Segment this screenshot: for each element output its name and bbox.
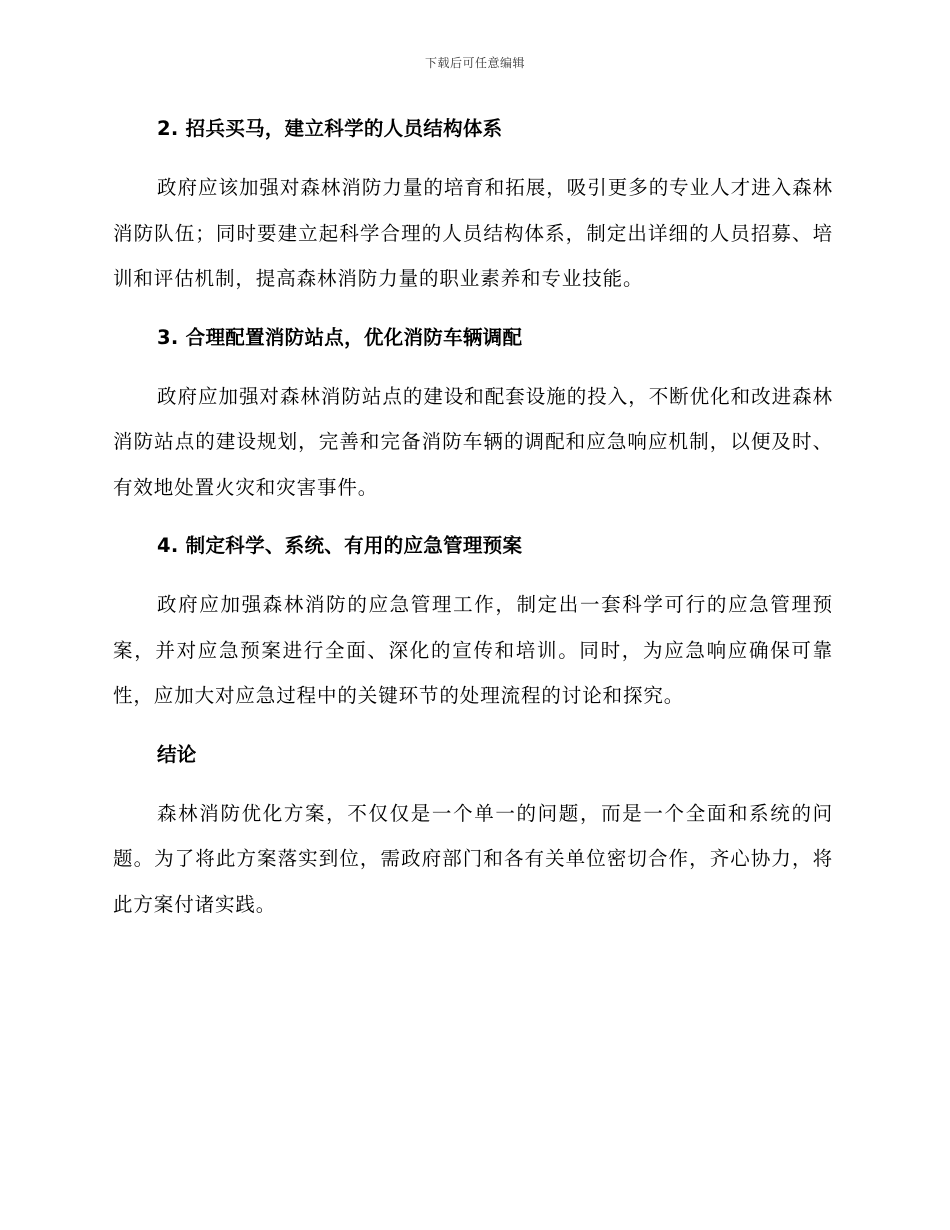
section-paragraph: 政府应加强森林消防的应急管理工作，制定出一套科学可行的应急管理预案，并对应急预案进行全面、深化的宣传和培训。同时，为应急响应确保可靠性，应加大对应急过程中的关键环节的处理流程的讨论和探究。 xyxy=(113,593,833,707)
section-fire-stations xyxy=(113,322,833,511)
section-paragraph: 政府应该加强对森林消防力量的培育和拓展，吸引更多的专业人才进入森林消防队伍；同时要建立起科学合理的人员结构体系，制定出详细的人员招募、培训和评估机制，提高森林消防力量的职业素养和专业技能。 xyxy=(113,176,833,290)
section-heading: 3. 合理配置消防站点，优化消防车辆调配 xyxy=(157,325,523,349)
header-note: 下载后可任意编辑 xyxy=(424,56,525,70)
section-emergency-plan xyxy=(113,530,833,719)
section-heading: 结论 xyxy=(157,742,197,766)
section-heading: 2. 招兵买马，建立科学的人员结构体系 xyxy=(157,117,503,140)
section-heading: 4. 制定科学、系统、有用的应急管理预案 xyxy=(157,534,523,557)
section-conclusion xyxy=(113,739,833,928)
document-body xyxy=(113,113,833,947)
section-paragraph: 森林消防优化方案，不仅仅是一个单一的问题，而是一个全面和系统的问题。为了将此方案落实到位，需政府部门和各有关单位密切合作，齐心协力，将此方案付诸实践。 xyxy=(113,801,833,916)
section-paragraph: 政府应加强对森林消防站点的建设和配套设施的投入，不断优化和改进森林消防站点的建设规划，完善和完备消防车辆的调配和应急响应机制，以便及时、有效地处置火灾和灾害事件。 xyxy=(113,384,833,499)
section-recruitment xyxy=(113,113,833,302)
